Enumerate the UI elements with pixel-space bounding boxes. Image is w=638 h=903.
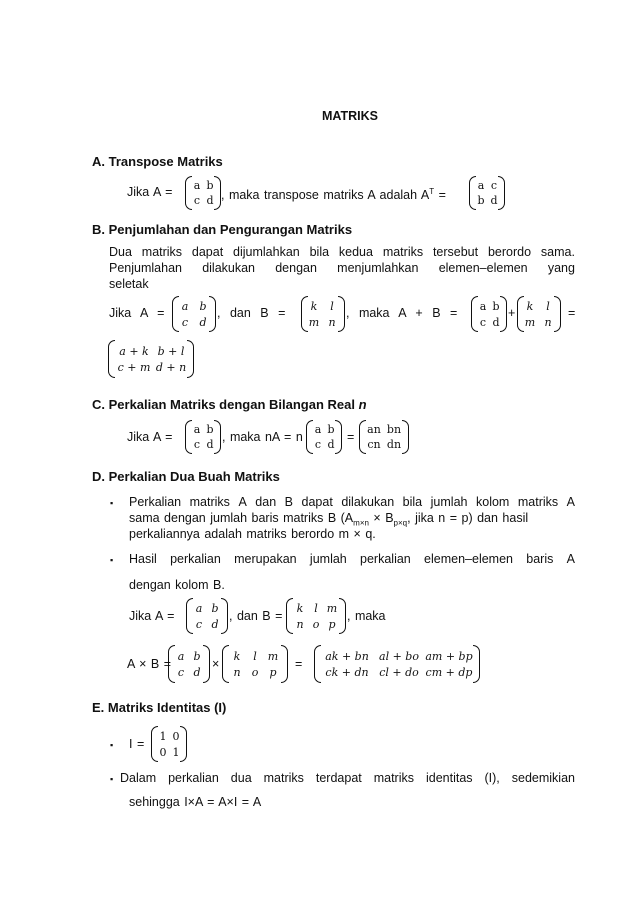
matrix-cell: m [326, 602, 338, 615]
word: Dua [109, 245, 132, 259]
section-c-heading-var: n [358, 397, 367, 412]
matrix-cell: b [492, 300, 500, 313]
section-c-heading-text: C. Perkalian Matriks dengan Bilangan Real [92, 397, 355, 412]
word: matriks [373, 771, 414, 785]
word: Hasil [129, 552, 157, 566]
matrix-cell: ck + dn [325, 666, 369, 679]
word: dapat [191, 245, 224, 259]
matrix-a-product [168, 645, 210, 683]
matrix-cell: a [314, 423, 322, 436]
eq-sign: = [347, 430, 355, 444]
word: bila [309, 245, 330, 259]
matrix-a-transposed [469, 176, 505, 210]
matrix-cell: n [296, 618, 304, 631]
section-b-line2 [109, 260, 575, 276]
matrix-cell: c [193, 194, 201, 207]
word: jumlah [430, 495, 468, 509]
word: merupakan [234, 552, 297, 566]
bullet-icon: ▪ [110, 498, 114, 508]
word: matriks [382, 245, 424, 259]
matrix-cell: a [195, 602, 203, 615]
word: elemen–elemen [438, 261, 528, 275]
eq-sign: = [568, 306, 576, 320]
word: dilakukan [341, 495, 395, 509]
matrix-cell: k [296, 602, 304, 615]
section-e-b2-line1 [120, 770, 575, 786]
matrix-a-scalar [185, 420, 221, 454]
word: tersebut [432, 245, 479, 259]
matrix-cell: b [199, 300, 207, 313]
matrix-a-sum [172, 296, 216, 332]
matrix-cell: al + bo [379, 650, 419, 663]
matrix-cell: l [330, 300, 334, 313]
matrix-cell: bn [386, 423, 402, 436]
matrix-cell: o [312, 618, 320, 631]
matrix-cell: c + m [117, 361, 151, 374]
word: jumlah [309, 552, 347, 566]
matrix-cell: d [327, 438, 335, 451]
matrix-cell: 0 [159, 746, 167, 759]
word: yang [547, 261, 575, 275]
word: perkalian [170, 552, 221, 566]
word: dua [230, 771, 252, 785]
matrix-cell: a [177, 650, 185, 663]
word: Perkalian [129, 495, 182, 509]
word: A [566, 552, 575, 566]
matrix-cell: d [492, 316, 500, 329]
word: terdapat [315, 771, 362, 785]
matrix-b-sum [301, 296, 345, 332]
word: sama. [540, 245, 575, 259]
section-c-jika: Jika A = [127, 430, 173, 444]
matrix-cell: an [367, 423, 381, 436]
text: , jika n = p) dan hasil [407, 511, 529, 525]
word: perkalian [360, 552, 411, 566]
matrix-sum-result [108, 340, 194, 378]
section-a-heading: A. Transpose Matriks [92, 154, 223, 169]
word: kolom [476, 495, 510, 509]
matrix-a-mult [186, 598, 228, 634]
matrix-cell: m [267, 650, 279, 663]
word: kedua [338, 245, 373, 259]
matrix-cell: cm + dp [425, 666, 473, 679]
matrix-a-sum-right [471, 296, 507, 332]
matrix-cell: d [211, 618, 219, 631]
matrix-cell: l [546, 300, 550, 313]
word: menjumlahkan [337, 261, 419, 275]
matrix-cell: c [314, 438, 322, 451]
word: elemen–elemen [424, 552, 513, 566]
matrix-cell: a [479, 300, 487, 313]
section-b-line3: seletak [109, 277, 149, 291]
order-sub: p×q [393, 518, 408, 528]
word: dijumlahkan [233, 245, 300, 259]
section-d-danb: , dan B = [229, 609, 283, 623]
matrix-cell: a [477, 179, 485, 192]
matrix-cell: n [544, 316, 552, 329]
matrix-cell: b + l [157, 345, 185, 358]
matrix-cell: am + bp [425, 650, 473, 663]
plus-sign: + [508, 306, 516, 320]
section-e-ieq: I = [129, 737, 145, 751]
matrix-cell: c [193, 438, 201, 451]
matrix-cell: b [206, 179, 214, 192]
section-a-text [221, 184, 446, 203]
section-c-heading [92, 397, 367, 413]
matrix-a-scalar-2 [306, 420, 342, 454]
word: (I), [484, 771, 500, 785]
matrix-product-result [314, 645, 480, 683]
section-d-jika: Jika A = [129, 609, 175, 623]
section-d-b1-line1 [129, 494, 575, 510]
matrix-cell: ak + bn [325, 650, 369, 663]
matrix-cell: d + n [155, 361, 187, 374]
word: matriks [189, 495, 230, 509]
matrix-cell: k [526, 300, 534, 313]
word: dilakukan [202, 261, 256, 275]
matrix-cell: c [195, 618, 203, 631]
matrix-cell: a + k [119, 345, 149, 358]
matrix-cell: a [181, 300, 189, 313]
matrix-cell: c [490, 179, 498, 192]
section-d-heading: D. Perkalian Dua Buah Matriks [92, 469, 280, 484]
word: sedemikian [511, 771, 575, 785]
word: Dalam [120, 771, 157, 785]
matrix-cell: p [269, 666, 277, 679]
section-d-maka: , maka [347, 609, 386, 623]
word: dengan [275, 261, 317, 275]
matrix-cell: c [177, 666, 185, 679]
matrix-cell: a [193, 423, 201, 436]
word: identitas [425, 771, 473, 785]
section-b-line1 [109, 244, 575, 260]
matrix-cell: cn [367, 438, 381, 451]
matrix-cell: 1 [159, 730, 167, 743]
identity-matrix [151, 726, 187, 762]
matrix-cell: d [199, 316, 207, 329]
word: A [566, 495, 575, 509]
word: matriks [263, 771, 304, 785]
matrix-cell: 0 [172, 730, 180, 743]
matrix-b-sum-right [517, 296, 561, 332]
matrix-cell: c [181, 316, 189, 329]
section-e-b2-line2: sehingga I×A = A×I = A [129, 795, 262, 809]
section-d-b2-line1 [129, 551, 575, 567]
matrix-cell: b [206, 423, 214, 436]
matrix-cell: p [328, 618, 336, 631]
matrix-cell: n [233, 666, 241, 679]
eq-sign: = [438, 188, 446, 203]
word: perkalian [168, 771, 219, 785]
matrix-cell: b [327, 423, 335, 436]
matrix-cell: cl + do [379, 666, 419, 679]
matrix-cell: n [328, 316, 336, 329]
word: B [284, 495, 294, 509]
matrix-cell: d [490, 194, 498, 207]
text: × B [368, 511, 394, 525]
section-b-maka: , maka A + B = [346, 306, 458, 320]
section-b-jika: Jika A = [109, 306, 165, 320]
word: Penjumlahan [109, 261, 182, 275]
matrix-cell: b [193, 650, 201, 663]
bullet-icon: ▪ [110, 774, 114, 784]
eq-sign: = [295, 657, 303, 671]
word: matriks [517, 495, 559, 509]
matrix-cell: b [477, 194, 485, 207]
matrix-cell: d [206, 438, 214, 451]
matrix-cell: c [479, 316, 487, 329]
matrix-cell: k [233, 650, 241, 663]
section-b-dan: , dan B = [217, 306, 286, 320]
section-a-mid: , maka transpose matriks A adalah A [221, 188, 430, 203]
section-a-jika: Jika A = [127, 185, 173, 199]
matrix-cell: m [524, 316, 536, 329]
section-e-heading: E. Matriks Identitas (I) [92, 700, 227, 715]
matrix-cell: l [253, 650, 257, 663]
order-sub: m×n [353, 518, 369, 528]
page-title: MATRIKS [322, 109, 379, 123]
word: bila [402, 495, 423, 509]
matrix-b-product [222, 645, 288, 683]
matrix-cell: l [314, 602, 318, 615]
matrix-scalar-result [359, 420, 409, 454]
section-d-axb: A × B = [127, 657, 172, 671]
word: baris [526, 552, 554, 566]
matrix-b-mult [286, 598, 346, 634]
bullet-icon: ▪ [110, 555, 114, 565]
text: sama dengan jumlah baris matriks B (A [129, 511, 354, 525]
times-sign: × [212, 657, 220, 671]
section-d-b1-line3: perkaliannya adalah matriks berordo m × q. [129, 527, 376, 541]
word: dapat [301, 495, 333, 509]
matrix-a-transpose [185, 176, 221, 210]
matrix-cell: d [193, 666, 201, 679]
matrix-cell: b [211, 602, 219, 615]
section-c-maka: , maka nA = n [222, 430, 303, 444]
matrix-cell: d [206, 194, 214, 207]
word: berordo [487, 245, 532, 259]
transpose-sup: T [429, 187, 435, 196]
word: A [238, 495, 247, 509]
section-b-heading: B. Penjumlahan dan Pengurangan Matriks [92, 222, 353, 237]
word: matriks [141, 245, 183, 259]
matrix-cell: a [193, 179, 201, 192]
matrix-cell: k [310, 300, 318, 313]
bullet-icon: ▪ [110, 740, 114, 750]
matrix-cell: o [251, 666, 259, 679]
matrix-cell: m [308, 316, 320, 329]
matrix-cell: 1 [172, 746, 180, 759]
section-d-b2-line2: dengan kolom B. [129, 578, 225, 592]
word: dan [255, 495, 277, 509]
matrix-cell: dn [386, 438, 402, 451]
